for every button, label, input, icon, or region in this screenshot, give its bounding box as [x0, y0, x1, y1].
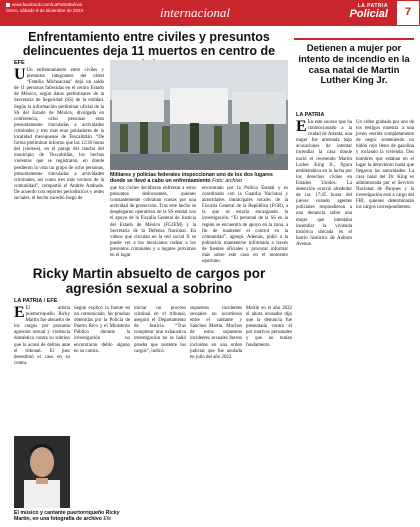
masthead-info: [6, 2, 83, 13]
page-number: 7: [396, 0, 420, 26]
story3-column-2: Según explicó la fuente en un comunicado, las pruebas obtenidas por la Policía de Puerto Rico y el Ministerio Público durante la investigación no encontraron delito alguno en su contra.: [74, 306, 130, 354]
story1-photo: [110, 60, 288, 170]
story1-headline: Enfrentamiento entre civiles y presuntos delincuentes deja 11 muertos en centro de: [22, 30, 276, 58]
logo-top: LA PATRIA: [357, 3, 388, 9]
story2-headline: Detienen a mujer por intento de incendio en la casa natal de Martin Luther King Jr.: [298, 43, 410, 87]
story2-column-2: Un video grabado por uno de los testigos muestra a una joven vestida completamente de negro sosteniendo un bidón rojo lleno de gasolina y rociando la vivienda. Dos hombres que estaban en el lugar la detuvieron hasta que llegaron las autoridades. La casa natal del Dr. King es administrada por el Servicio Nacional de Parques y la investigación está a cargo del FBI, quienes determinarán los cargos correspondientes.: [356, 120, 414, 211]
story3-source: LA PATRIA / EFE: [14, 298, 58, 304]
story3-col1-text: El artista puertorriqueño Ricky Martin fue absuelto de los cargos por presunta agresión sexual y violencia doméstica contra su sobrino que lo acusó de delitos ante el tribunal. El juez desestimó el caso en su contra.: [14, 306, 70, 366]
story3-column-3: iniciar un proceso criminal en el tribunal, aseguró el Departamento de Justicia. “Tras completar una exhaustiva investigación no se halló prueba que sustente los cargos”, indicó.: [134, 306, 186, 354]
sidebar-rule: [294, 38, 414, 40]
story2-col1-text: En este suceso que ha conmocionado a la ciudad de Atlanta, una mujer fue arrestada bajo acusaciones de intentar incendiar la casa donde nació el reverendo Martin Luther King Jr., figura emblemática en la lucha por los derechos civiles en Estados Unidos. La detención ocurrió alrededor de las 17:45 horas del jueves cuando agentes policiales respondieron a una denuncia sobre una mujer que intentaba incendiar la vivienda histórica ubicada en el barrio histórico de Auburn Avenue.: [296, 120, 352, 247]
story3-column-1: [14, 306, 70, 434]
dropcap: E: [296, 118, 307, 135]
story1-column-1: [14, 68, 104, 260]
dropcap: E: [14, 304, 25, 321]
story3-headline: Ricky Martin absuelto de cargos por agresión sexual a sobrino: [32, 266, 266, 296]
dropcap: U: [14, 66, 26, 83]
story1-column-3: encontrado por la Policía Estatal y es coordinado con la Guardia Nacional y autoridades municipales locales de la Fiscalía General de la República (FGR), a la que se estaría encargando la investigación. “El personal de la SS en la región se encuentra de apoyo en la zona, a fin de mantener el control en la comunidad”, agregó. Además, pidió a la población mantenerse informada a través de fuentes oficiales y procurar informar más sobre este caso en el momento oportuno.: [202, 186, 288, 265]
story1-caption: [110, 172, 288, 184]
section-title: internacional: [160, 5, 231, 20]
masthead-bar: [0, 0, 420, 26]
story1-caption-text: Militares y policías federales inspeccionan uno de los dos lugares donde se llevó a cabo un enfrentamiento: [110, 172, 273, 185]
story2-column-1: [296, 120, 352, 516]
story2-source: LA PATRIA: [296, 112, 325, 118]
story3-caption-text: El músico y cantante puertorriqueño Ricky Martin, en una fotografía de archivo: [14, 510, 120, 523]
logo-main: Policial: [349, 8, 388, 20]
story3-photo: [14, 436, 70, 508]
story3-column-5: Martin en el año 2022 el ahora acusador dijo que la denuncia fue presentada contra él por motivos personales y que no tenían fundamento.: [246, 306, 292, 348]
story3-caption-credit: Efe: [103, 516, 112, 523]
issue-date: Oruro, sábado 9 de diciembre de 2023: [6, 7, 84, 13]
newspaper-logo: [349, 3, 388, 20]
story3-column-4: supuestos incidentes sexuales no ocurrieron entre el cantante y Sánchez Martin. Muchos de estos supuestos incidentes sexuales fueron incluidos en una orden judicial que fue anulada en julio del año 2022.: [190, 306, 242, 360]
site-url: www.facebook.com/LaPatriaBolivia: [12, 2, 83, 7]
story1-caption-credit: Foto: archivo: [212, 178, 243, 185]
story1-source: EFE: [14, 60, 25, 66]
story3-caption: [14, 510, 124, 522]
facebook-icon: [6, 3, 10, 7]
story1-column-2: que los civiles decidieran enfrentar a estos presuntos delincuentes, quienes constantemente cobraban cuotas por una actividad de protección. Tras este hecho se desplegaron operativos de la SS estatal con el apoyo de la Fiscalía General de Justicia del Estado de México (FGJEM) y la Secretaría de la Defensa Nacional. En videos que circulan en la red social X se puede ver a los mexicanos rodear a los presuntos criminales y a lugares próximos en el lugar.: [110, 186, 196, 259]
story1-col1-text: Un enfrentamiento entre civiles y presuntos integrantes del cártel “Familia Michoacana” dejó un saldo de 11 personas fallecidas en el centro Estado de México, según datos preliminares de la Secretaría de Seguridad (SS) de la entidad. Según la información preliminar oficial de la SS del Estado de México, divulgada en conferencia, ocho personas eran presuntamente vinculadas a actividades criminales y tres más eran pobladores de la localidad mexiquense de Texcaltitlán. “De forma preliminar informo que las 12:30 horas del (viernes), en el paraje del rancho del municipio de Texcaltitlán, los hechos violentos que se registraron, en donde perdieron la vida un grupo de ocho personas, presuntamente vinculadas a actividades criminales, así como tres más vecinos de la comunidad”, compartió el Andrés Andrade. De acuerdo con reportes periodísticos y redes sociales, el hecho sucedió luego de: [14, 68, 104, 201]
